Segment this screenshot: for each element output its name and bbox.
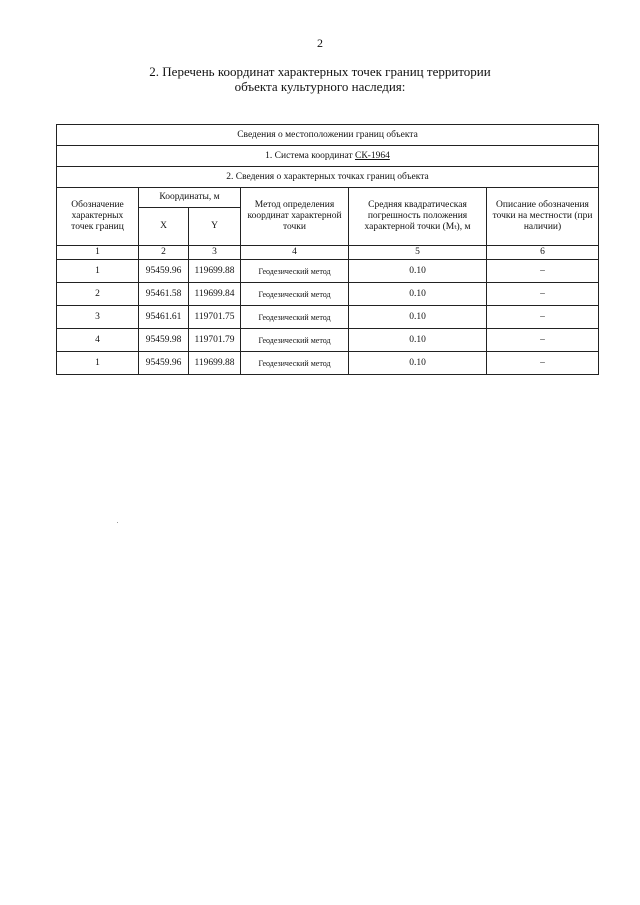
- heading-line-1: 2. Перечень координат характерных точек границ территории: [149, 64, 491, 79]
- points-section-title: 2. Сведения о характерных точках границ объекта: [57, 167, 599, 188]
- coord-y: 119701.79: [189, 329, 241, 352]
- point-id: 4: [57, 329, 139, 352]
- method: Геодезический метод: [241, 283, 349, 306]
- column-number: 2: [139, 246, 189, 260]
- column-number: 5: [349, 246, 487, 260]
- coordinate-system-row: [57, 146, 599, 167]
- column-number: 3: [189, 246, 241, 260]
- header-error: Средняя квадратическая погрешность положения характерной точки (Mₜ), м: [349, 188, 487, 246]
- description: –: [487, 283, 599, 306]
- coord-x: 95459.98: [139, 329, 189, 352]
- coord-x: 95459.96: [139, 260, 189, 283]
- coordinate-system-name: СК-1964: [354, 150, 390, 161]
- coord-x: 95461.61: [139, 306, 189, 329]
- table-title: Сведения о местоположении границ объекта: [57, 125, 599, 146]
- table-row: [57, 329, 599, 352]
- method: Геодезический метод: [241, 260, 349, 283]
- header-coordinates: Координаты, м: [139, 188, 241, 208]
- point-id: 2: [57, 283, 139, 306]
- description: –: [487, 306, 599, 329]
- error-value: 0.10: [349, 329, 487, 352]
- section-heading: [100, 64, 540, 94]
- header-y: Y: [189, 208, 241, 246]
- table-row: [57, 283, 599, 306]
- description: –: [487, 260, 599, 283]
- header-x: X: [139, 208, 189, 246]
- description: –: [487, 352, 599, 375]
- coord-y: 119701.75: [189, 306, 241, 329]
- coord-x: 95461.58: [139, 283, 189, 306]
- method: Геодезический метод: [241, 329, 349, 352]
- error-value: 0.10: [349, 260, 487, 283]
- error-value: 0.10: [349, 306, 487, 329]
- coord-y: 119699.88: [189, 352, 241, 375]
- point-id: 1: [57, 352, 139, 375]
- method: Геодезический метод: [241, 352, 349, 375]
- coord-y: 119699.84: [189, 283, 241, 306]
- column-number: 6: [487, 246, 599, 260]
- coord-x: 95459.96: [139, 352, 189, 375]
- column-number: 4: [241, 246, 349, 260]
- coord-y: 119699.88: [189, 260, 241, 283]
- coordinates-table: [56, 124, 599, 375]
- heading-line-2: объекта культурного наследия:: [234, 79, 406, 94]
- column-number: 1: [57, 246, 139, 260]
- page-number: 2: [317, 36, 323, 50]
- header-method: Метод определения координат характерной точки: [241, 188, 349, 246]
- error-value: 0.10: [349, 352, 487, 375]
- header-designation: Обозначение характерных точек границ: [57, 188, 139, 246]
- table-row: [57, 306, 599, 329]
- column-number-row: [57, 246, 599, 260]
- table-row: [57, 352, 599, 375]
- method: Геодезический метод: [241, 306, 349, 329]
- point-id: 3: [57, 306, 139, 329]
- error-value: 0.10: [349, 283, 487, 306]
- description: –: [487, 329, 599, 352]
- header-description: Описание обозначения точки на местности (при наличии): [487, 188, 599, 246]
- point-id: 1: [57, 260, 139, 283]
- coordinate-system-label: 1. Система координат: [265, 150, 353, 161]
- scan-speck: [117, 522, 118, 523]
- table-row: [57, 260, 599, 283]
